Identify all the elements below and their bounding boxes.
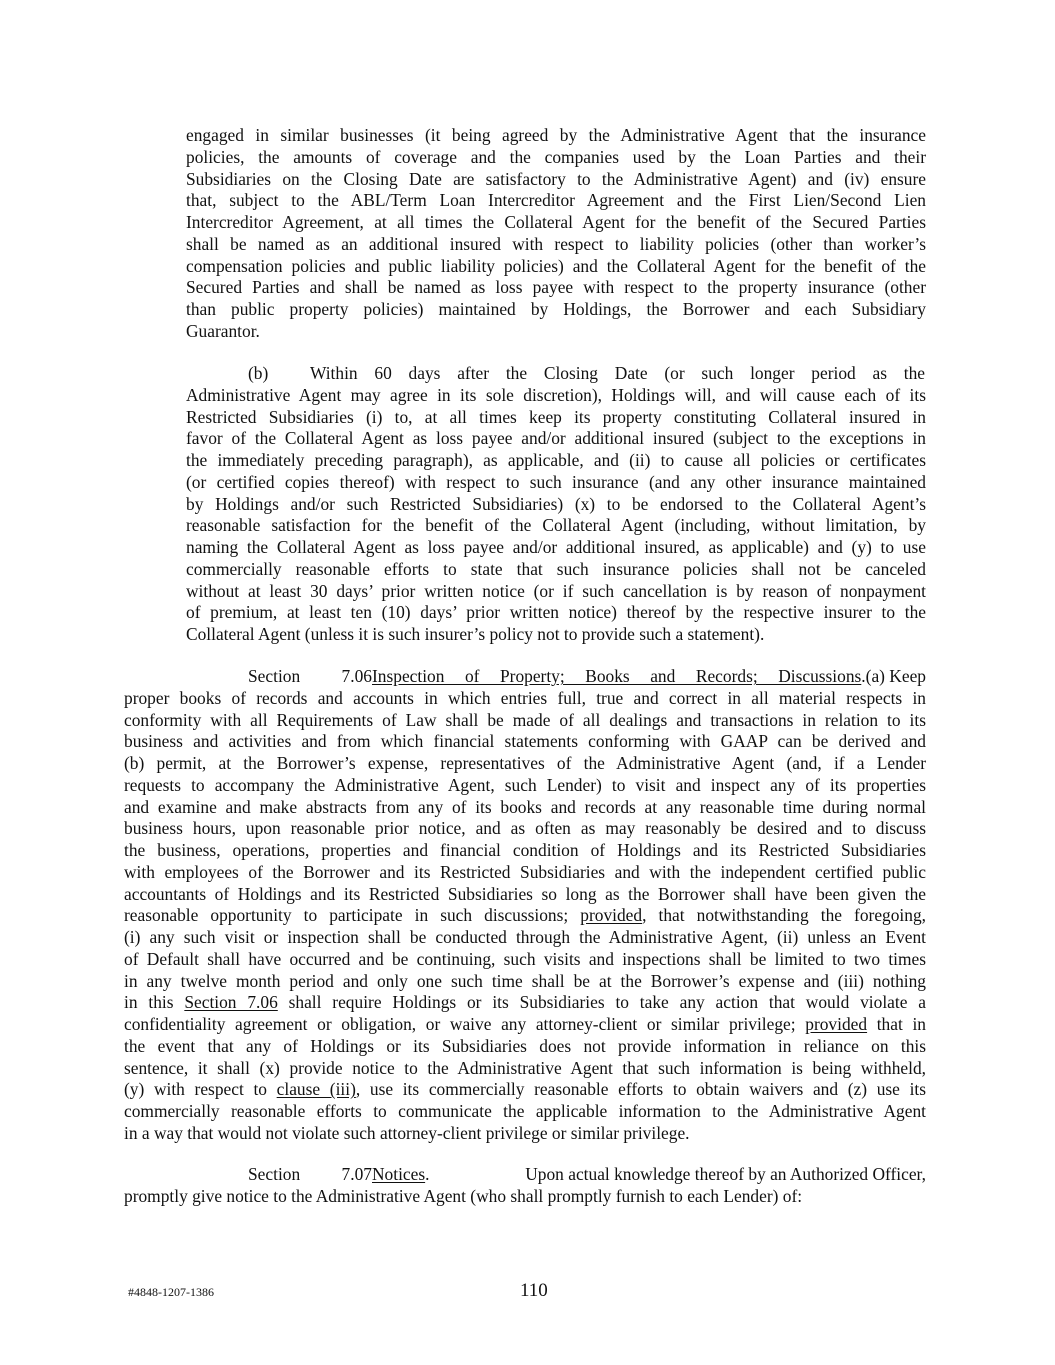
text-line: promptly give notice to the Administrative Agent (who shall promptly furnish to each Lender) of: xyxy=(124,1185,803,1206)
text-fragment: , that notwithstanding the foregoing, xyxy=(642,905,927,926)
text-line: naming the Collateral Agent as loss payee and/or additional insured, as applicable) and (y) to use xyxy=(186,537,926,557)
text-line: proper books of records and accounts in which entries full, true and correct in all material respects in xyxy=(124,687,926,708)
paragraph-b-label: (b) xyxy=(248,363,269,383)
section-7-07-heading-line xyxy=(124,1164,926,1186)
text-line xyxy=(124,1079,926,1101)
text-line: and examine and make abstracts from any of its books and records at any reasonable time during normal xyxy=(124,796,926,817)
section-heading-period: . xyxy=(425,1164,430,1184)
text-line: Collateral Agent (unless it is such insurer’s policy not to provide such a statement). xyxy=(186,624,765,644)
text-line: (or certified copies thereof) with respect to such insurance (and any other insurance maintained xyxy=(186,471,926,492)
text-line: with employees of the Borrower and its Restricted Subsidiaries and with the independent certified public xyxy=(124,861,926,882)
text-line: conformity with all Requirements of Law shall be made of all dealings and transactions in relation to its xyxy=(124,709,926,730)
page-number: 110 xyxy=(520,1280,548,1301)
section-heading: Notices xyxy=(372,1164,426,1184)
text-line: than public property policies) maintained by Holdings, the Borrower and each Subsidiary xyxy=(186,299,926,319)
text-line: business hours, upon reasonable prior notice, and as often as may reasonably be desired and to discuss xyxy=(124,818,926,839)
text-fragment: that in xyxy=(867,1014,926,1034)
text-line: Subsidiaries on the Closing Date are satisfactory to the Administrative Agent) and (iv) ensure xyxy=(186,168,926,189)
text-line: business and activities and from which financial statements conforming with GAAP can be derived and xyxy=(124,731,926,752)
text-fragment: shall require Holdings or its Subsidiaries to take any action that would violate a xyxy=(277,992,926,1013)
text-fragment: confidentiality agreement or obligation, or waive any attorney-client or similar privilege; xyxy=(124,1014,806,1034)
text-fragment: (y) with respect to xyxy=(124,1079,277,1100)
text-line: shall be named as an additional insured with respect to liability policies (other than worker’s xyxy=(186,233,926,254)
text-line xyxy=(124,905,926,927)
text-line: commercially reasonable efforts to state that such insurance policies shall not be canceled xyxy=(186,558,926,579)
clause-iii-link[interactable]: clause (iii) xyxy=(276,1079,356,1100)
text-line: compensation policies and public liability policies) and the Collateral Agent for the benefit of the xyxy=(186,255,926,276)
text-line: commercially reasonable efforts to communicate the applicable information to the Administrative Agent xyxy=(124,1101,926,1121)
text-line: engaged in similar businesses (it being agreed by the Administrative Agent that the insurance xyxy=(186,125,926,145)
section-heading-period: . xyxy=(861,666,866,686)
paragraph-b-first-line xyxy=(186,363,926,385)
text-line: of Default shall have occurred and be continuing, such visits and inspections shall be limited to two times xyxy=(124,948,926,969)
text-line: of premium, at least ten (10) days’ prior written notice) thereof by the respective insurer to the xyxy=(186,602,926,623)
text-line: (i) any such visit or inspection shall be conducted through the Administrative Agent, (ii) unless an Event xyxy=(124,927,926,947)
text-fragment: , use its commercially reasonable efforts to obtain waivers and (z) use its xyxy=(355,1079,926,1100)
text-line: Intercreditor Agreement, at all times the Collateral Agent for the benefit of the Secured Parties xyxy=(186,212,926,232)
text-line: policies, the amounts of coverage and the companies used by the Loan Parties and their xyxy=(186,146,926,167)
section-7-06-link[interactable]: Section 7.06 xyxy=(184,992,278,1013)
text-line xyxy=(124,1014,926,1036)
provided-link[interactable]: provided xyxy=(580,905,643,926)
text-line: that, subject to the ABL/Term Loan Intercreditor Agreement and the First Lien/Second Lien xyxy=(186,190,926,211)
section-7-06 xyxy=(124,666,926,1145)
section-number: Section 7.07 xyxy=(248,1164,372,1184)
text-line: Administrative Agent may agree in its sole discretion), Holdings will, and will cause each of its xyxy=(186,384,926,405)
provided-link[interactable]: provided xyxy=(805,1014,868,1034)
text-line: sentence, it shall (x) provide notice to the Administrative Agent that such information is being withheld, xyxy=(124,1057,926,1078)
section-first-line-text: Upon actual knowledge thereof by an Authorized Officer, xyxy=(525,1164,926,1184)
text-line: Secured Parties and shall be named as loss payee with respect to the property insurance (other xyxy=(186,277,926,298)
text-line: requests to accompany the Administrative Agent, such Lender) to visit and inspect any of its properties xyxy=(124,774,926,795)
section-7-07 xyxy=(124,1164,926,1208)
text-line: the immediately preceding paragraph), as applicable, and (ii) to cause all policies or certificates xyxy=(186,450,926,470)
text-line: (b) permit, at the Borrower’s expense, representatives of the Administrative Agent (and, if a Lender xyxy=(124,753,926,773)
text-line: reasonable satisfaction for the benefit of the Collateral Agent (including, without limitation, by xyxy=(186,515,926,536)
paragraph-b xyxy=(186,363,926,646)
text-line: the event that any of Holdings or its Subsidiaries does not provide information in reliance on this xyxy=(124,1035,926,1056)
section-7-06-heading-line xyxy=(124,666,926,688)
section-first-line-text: (a) Keep xyxy=(865,666,926,686)
text-line xyxy=(124,992,926,1014)
text-fragment: reasonable opportunity to participate in such discussions; xyxy=(124,905,581,926)
text-line: favor of the Collateral Agent as loss payee and/or additional insured (subject to the exceptions in xyxy=(186,428,926,449)
text-line: in a way that would not violate such attorney-client privilege or similar privilege. xyxy=(124,1122,690,1143)
text-line: by Holdings and/or such Restricted Subsidiaries) (x) to be endorsed to the Collateral Agent’s xyxy=(186,493,926,514)
text-line: Restricted Subsidiaries (i) to, at all times keep its property constituting Collateral insured in xyxy=(186,406,926,427)
text-line: accountants of Holdings and its Restricted Subsidiaries so long as the Borrower shall have been given the xyxy=(124,883,926,904)
text-line: Guarantor. xyxy=(186,320,260,341)
section-number: Section 7.06 xyxy=(248,666,372,686)
text-line: in any twelve month period and only one such time shall be at the Borrower’s expense and (iii) nothing xyxy=(124,970,926,991)
section-heading: Inspection of Property; Books and Records; Discussions xyxy=(372,666,862,686)
document-id: #4848-1207-1386 xyxy=(128,1285,214,1299)
text-fragment: in this xyxy=(124,992,185,1013)
paragraph-b-first-line-text: Within 60 days after the Closing Date (or such longer period as the xyxy=(310,363,925,383)
paragraph-insurance-continuation xyxy=(186,125,926,343)
text-line: the business, operations, properties and financial condition of Holdings and its Restricted Subsidiaries xyxy=(124,840,926,860)
text-line: without at least 30 days’ prior written notice (or if such cancellation is by reason of nonpayment xyxy=(186,580,926,601)
